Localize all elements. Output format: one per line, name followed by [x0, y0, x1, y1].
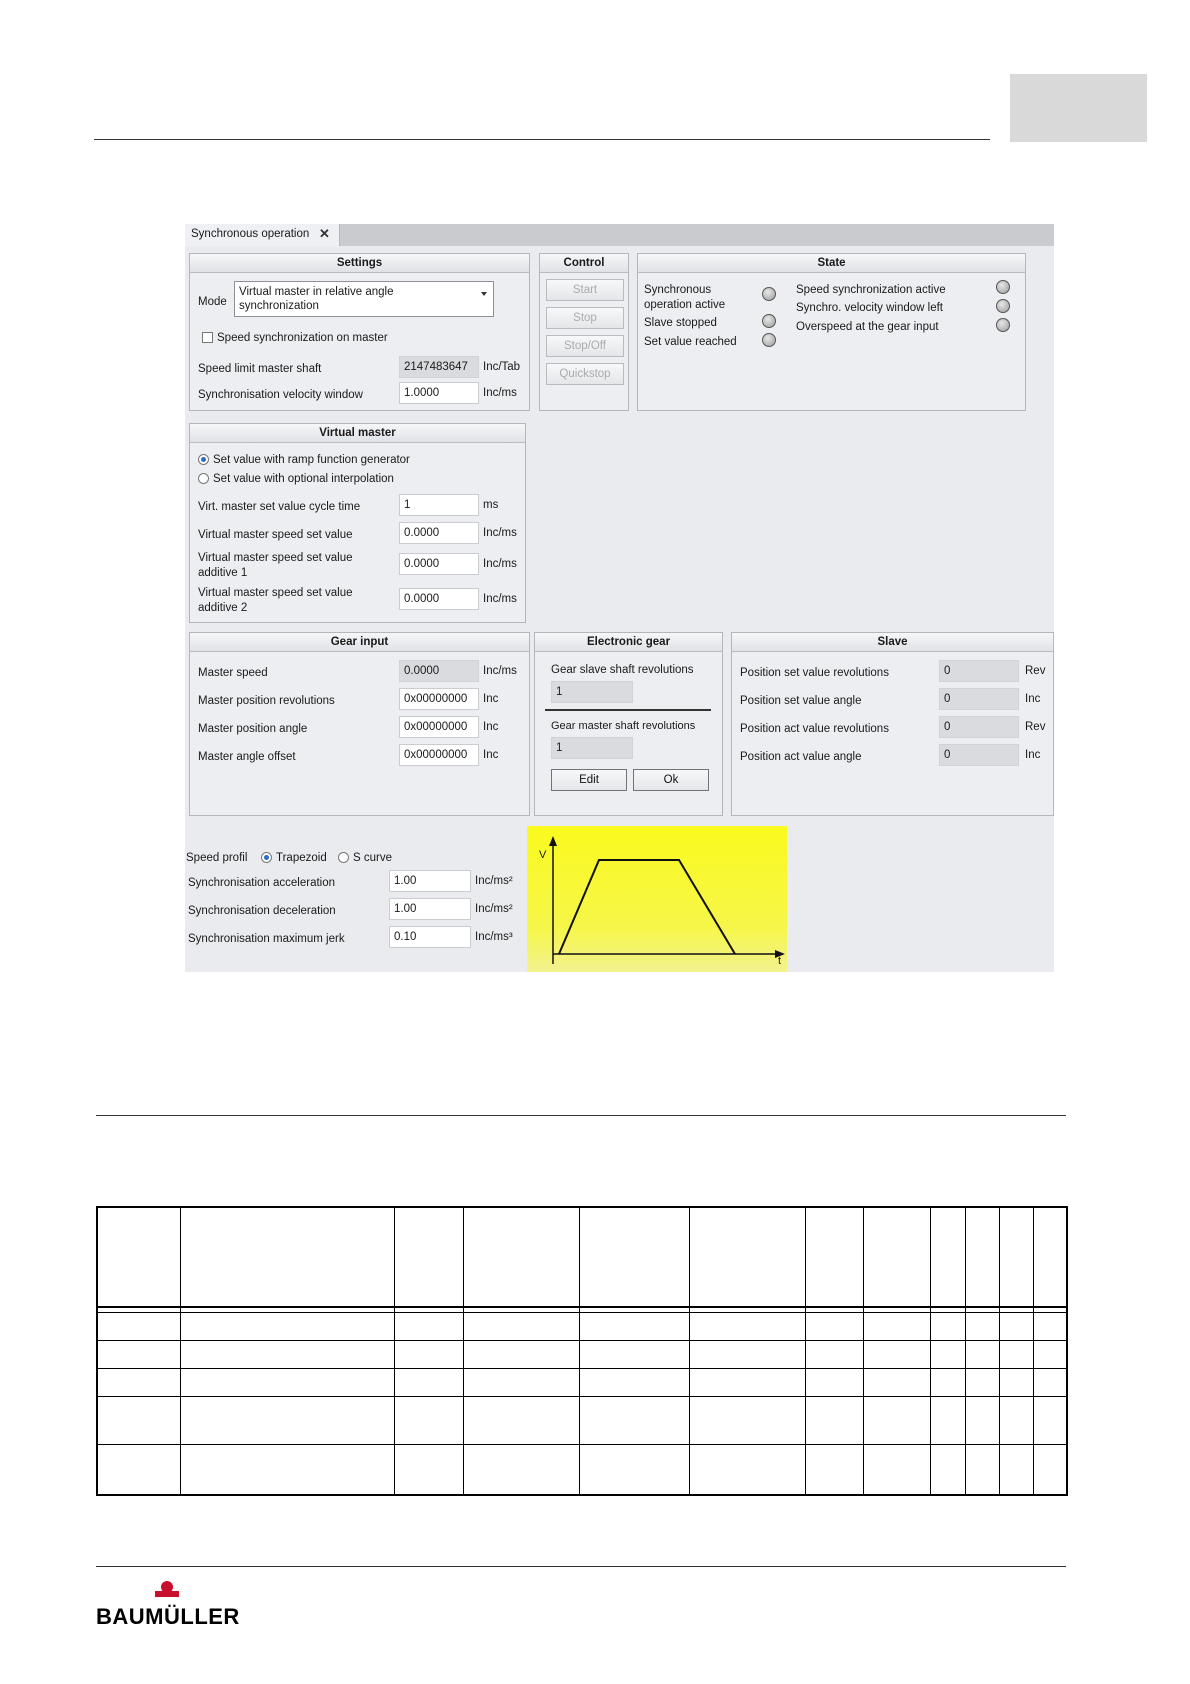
control-title: Control [540, 254, 628, 273]
gear-master-field: 1 [551, 737, 633, 759]
table-col-divider [579, 1208, 580, 1494]
sync-jerk-label: Synchronisation maximum jerk [188, 933, 345, 945]
radio-ramp[interactable] [198, 454, 209, 465]
state-sync-active-line1: Synchronous [644, 284, 712, 296]
virtual-master-title: Virtual master [190, 424, 525, 443]
logo-mark [155, 1581, 179, 1597]
settings-title: Settings [190, 254, 529, 273]
sync-active-led [762, 287, 776, 301]
close-icon[interactable]: ✕ [319, 226, 330, 241]
master-speed-unit: Inc/ms [483, 665, 517, 677]
speed-profile-svg [527, 826, 787, 972]
table-col-divider [965, 1208, 966, 1494]
vm-speed-unit: Inc/ms [483, 527, 517, 539]
table-col-divider [863, 1208, 864, 1494]
page-corner-tab [1010, 74, 1147, 142]
tab-bar [185, 224, 1054, 246]
master-offset-unit: Inc [483, 749, 499, 761]
table-row-rule [98, 1340, 1066, 1341]
sync-dec-field[interactable]: 1.00 [389, 898, 471, 920]
tab-label: Synchronous operation [191, 228, 310, 240]
vm-add1-label-1: Virtual master speed set value [198, 552, 353, 564]
master-pos-rev-field[interactable]: 0x00000000 [399, 688, 479, 710]
radio-trapezoid[interactable] [261, 852, 272, 863]
mode-select-line1: Virtual master in relative angle [239, 286, 394, 298]
header-rule [94, 139, 990, 140]
graph-t-label: t [778, 955, 782, 967]
virtual-master-group [189, 423, 526, 623]
graph-v-label: V [539, 849, 547, 861]
electronic-gear-title: Electronic gear [535, 633, 722, 652]
quickstop-button[interactable]: Quickstop [546, 363, 624, 385]
master-offset-field[interactable]: 0x00000000 [399, 744, 479, 766]
state-sync-active-line2: operation active [644, 299, 726, 311]
window-left-led [996, 299, 1010, 313]
sync-window-unit: Inc/ms [483, 387, 517, 399]
settings-group [189, 253, 530, 411]
table-row-rule [98, 1368, 1066, 1369]
master-pos-angle-label: Master position angle [198, 723, 308, 735]
master-pos-rev-unit: Inc [483, 693, 499, 705]
v-axis-arrow [549, 836, 557, 846]
slave-r4-label: Position act value angle [740, 751, 862, 763]
table-col-divider [999, 1208, 1000, 1494]
slave-r1-field: 0 [939, 660, 1019, 682]
slave-r1-unit: Rev [1025, 665, 1046, 677]
start-button[interactable]: Start [546, 279, 624, 301]
baumuller-logo: BAUMÜLLER [96, 1604, 240, 1629]
state-group [637, 253, 1026, 411]
table-row-rule [98, 1444, 1066, 1445]
speed-limit-field: 2147483647 [399, 356, 479, 378]
trapezoid-curve [559, 860, 735, 954]
slave-r3-field: 0 [939, 716, 1019, 738]
sync-window-field[interactable]: 1.0000 [399, 382, 479, 404]
radio-trapezoid-label: Trapezoid [276, 852, 327, 864]
table-row-rule [98, 1396, 1066, 1397]
vm-speed-field[interactable]: 0.0000 [399, 522, 479, 544]
tab-synchronous-operation[interactable] [185, 224, 340, 246]
radio-s-curve-label: S curve [353, 852, 392, 864]
vm-add2-field[interactable]: 0.0000 [399, 588, 479, 610]
stop-button[interactable]: Stop [546, 307, 624, 329]
cycle-time-label: Virt. master set value cycle time [198, 501, 361, 513]
slave-r2-unit: Inc [1025, 693, 1041, 705]
vm-add2-label-1: Virtual master speed set value [198, 587, 353, 599]
chevron-down-icon [481, 292, 487, 296]
speed-profil-label: Speed profil [186, 852, 248, 864]
speed-profile-graph [527, 826, 787, 972]
radio-ramp-label: Set value with ramp function generator [213, 454, 410, 466]
table-col-divider [180, 1208, 181, 1494]
master-offset-label: Master angle offset [198, 751, 296, 763]
radio-interpolation[interactable] [198, 473, 209, 484]
state-speed-sync-active: Speed synchronization active [796, 284, 946, 296]
gear-slave-field: 1 [551, 681, 633, 703]
table-header-rule [98, 1306, 1066, 1308]
slave-group [731, 632, 1054, 816]
slave-r4-unit: Inc [1025, 749, 1041, 761]
sync-jerk-field[interactable]: 0.10 [389, 926, 471, 948]
synchronous-operation-window [185, 224, 1054, 972]
sync-dec-label: Synchronisation deceleration [188, 905, 336, 917]
slave-stopped-led [762, 314, 776, 328]
table-col-divider [394, 1208, 395, 1494]
slave-r3-unit: Rev [1025, 721, 1046, 733]
slave-r3-label: Position act value revolutions [740, 723, 889, 735]
radio-interpolation-label: Set value with optional interpolation [213, 473, 394, 485]
speed-sync-active-led [996, 280, 1010, 294]
table-col-divider [463, 1208, 464, 1494]
master-speed-field: 0.0000 [399, 660, 479, 682]
sync-acc-label: Synchronisation acceleration [188, 877, 336, 889]
table-col-divider [689, 1208, 690, 1494]
sync-window-label: Synchronisation velocity window [198, 389, 363, 401]
set-value-reached-led [762, 333, 776, 347]
gear-input-group [189, 632, 530, 816]
speed-limit-label: Speed limit master shaft [198, 363, 322, 375]
vm-add1-label-2: additive 1 [198, 567, 248, 579]
table-row-rule [98, 1312, 1066, 1313]
master-pos-rev-label: Master position revolutions [198, 695, 335, 707]
vm-add1-field[interactable]: 0.0000 [399, 553, 479, 575]
vm-add2-unit: Inc/ms [483, 593, 517, 605]
speed-limit-unit: Inc/Tab [483, 361, 521, 373]
stop-off-button[interactable]: Stop/Off [546, 335, 624, 357]
cycle-time-unit: ms [483, 499, 499, 511]
electronic-gear-group [534, 632, 723, 816]
edit-button[interactable]: Edit [551, 769, 627, 791]
state-set-value-reached: Set value reached [644, 336, 737, 348]
master-speed-label: Master speed [198, 667, 268, 679]
sync-acc-field[interactable]: 1.00 [389, 870, 471, 892]
ok-button[interactable]: Ok [633, 769, 709, 791]
overspeed-led [996, 318, 1010, 332]
radio-s-curve[interactable] [338, 852, 349, 863]
vm-speed-label: Virtual master speed set value [198, 529, 353, 541]
gear-slave-label: Gear slave shaft revolutions [551, 664, 694, 676]
table-col-divider [1033, 1208, 1034, 1494]
control-group [539, 253, 629, 411]
sync-dec-unit: Inc/ms² [475, 903, 513, 915]
table-col-divider [805, 1208, 806, 1494]
speed-sync-checkbox[interactable] [202, 332, 213, 343]
slave-title: Slave [732, 633, 1053, 652]
table-col-divider [930, 1208, 931, 1494]
master-pos-angle-unit: Inc [483, 721, 499, 733]
speed-sync-label: Speed synchronization on master [217, 332, 388, 344]
slave-r2-label: Position set value angle [740, 695, 862, 707]
section-rule [96, 1115, 1066, 1116]
state-overspeed: Overspeed at the gear input [796, 321, 939, 333]
parameter-table [96, 1206, 1068, 1496]
vm-add1-unit: Inc/ms [483, 558, 517, 570]
mode-select-line2: synchronization [239, 300, 319, 312]
master-pos-angle-field[interactable]: 0x00000000 [399, 716, 479, 738]
cycle-time-field[interactable]: 1 [399, 494, 479, 516]
mode-select[interactable] [234, 281, 494, 317]
gear-master-label: Gear master shaft revolutions [551, 720, 696, 732]
mode-label: Mode [198, 296, 227, 308]
vm-add2-label-2: additive 2 [198, 602, 248, 614]
state-title: State [638, 254, 1025, 273]
slave-r2-field: 0 [939, 688, 1019, 710]
slave-r4-field: 0 [939, 744, 1019, 766]
gear-input-title: Gear input [190, 633, 529, 652]
sync-jerk-unit: Inc/ms³ [475, 931, 513, 943]
gear-fraction-line [545, 709, 711, 711]
slave-r1-label: Position set value revolutions [740, 667, 889, 679]
state-slave-stopped: Slave stopped [644, 317, 717, 329]
footer-rule [96, 1566, 1066, 1567]
sync-acc-unit: Inc/ms² [475, 875, 513, 887]
state-window-left: Synchro. velocity window left [796, 302, 944, 314]
